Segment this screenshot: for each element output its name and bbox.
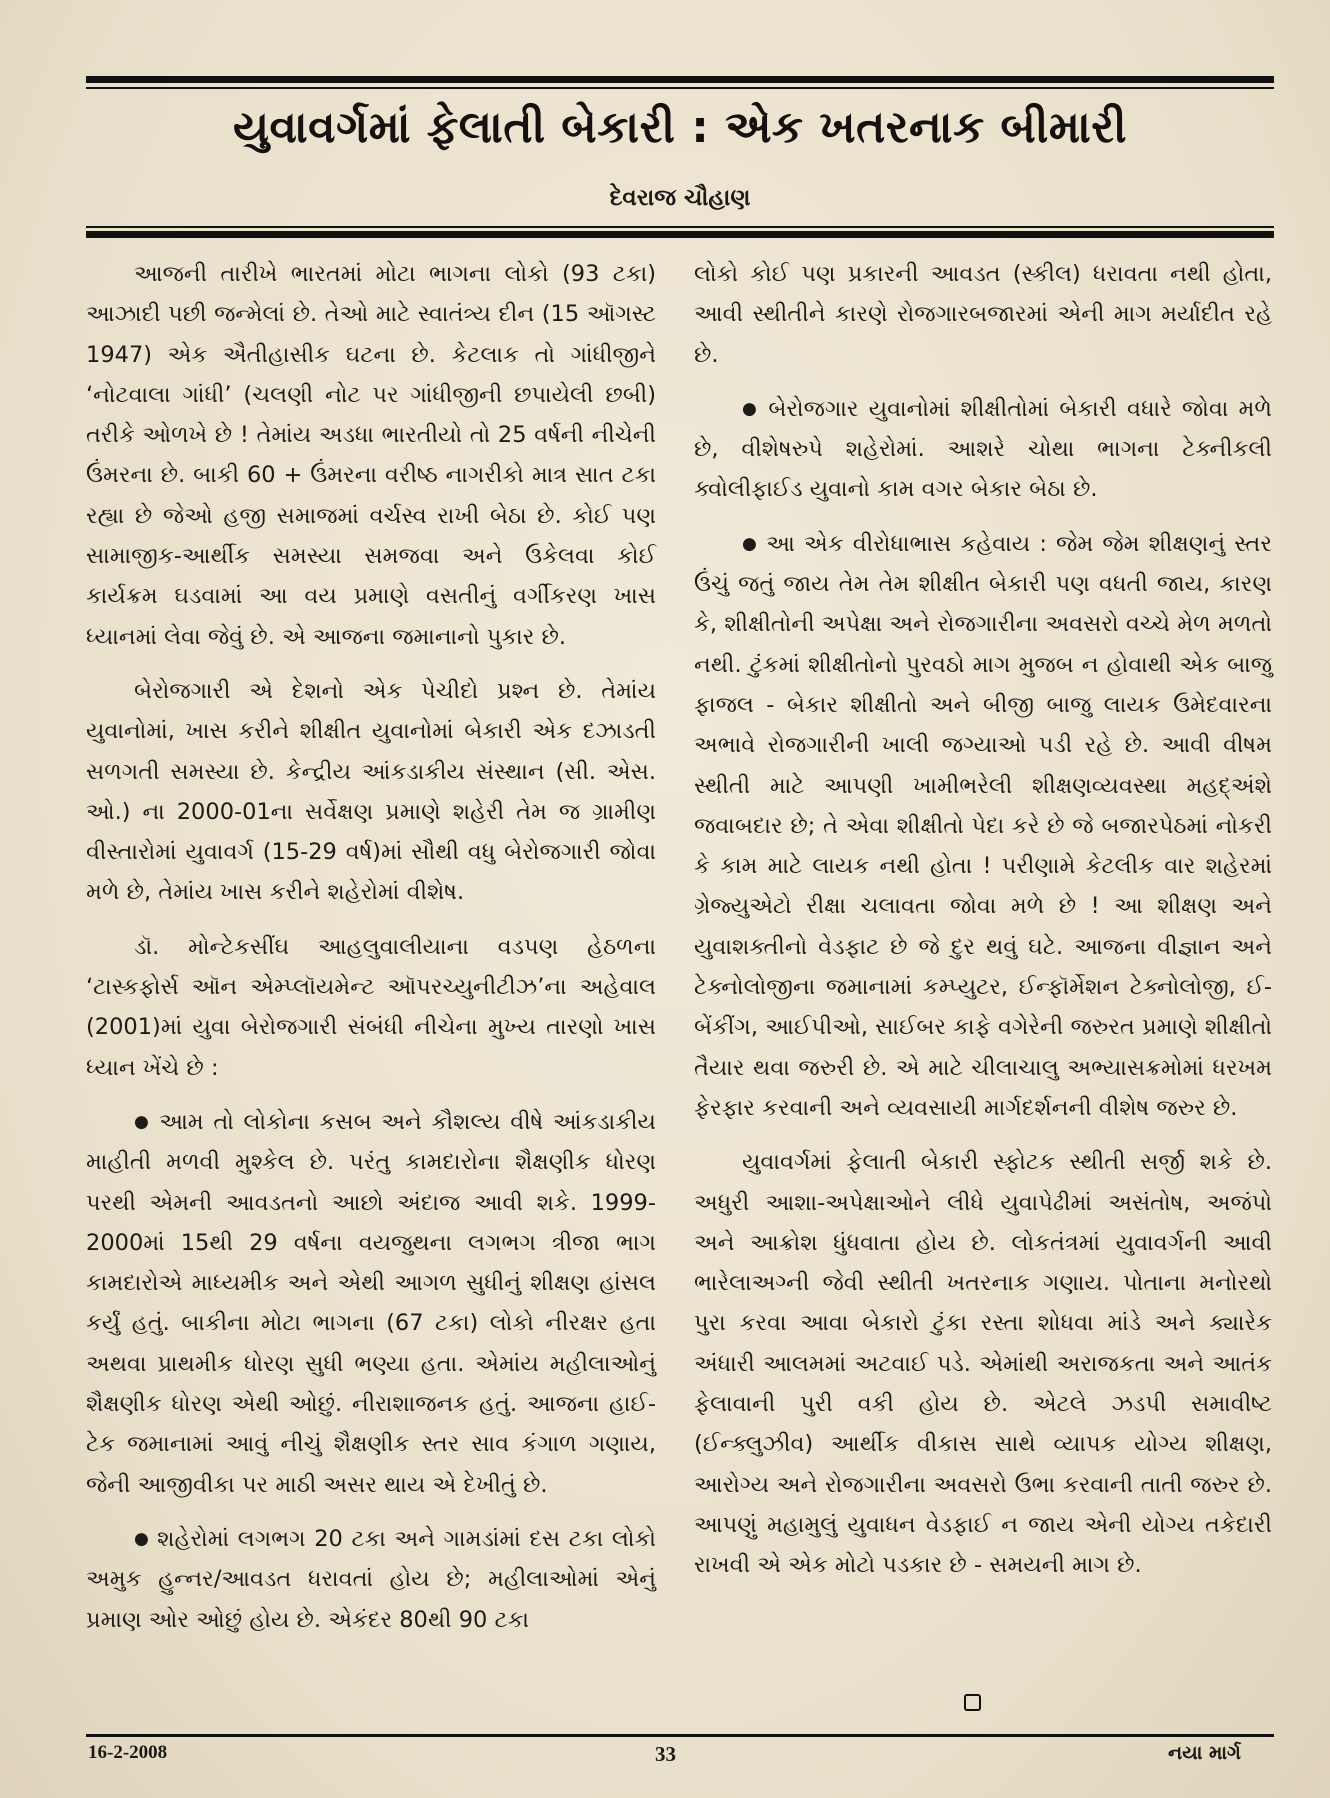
article-title: યુવાવર્ગમાં ફેલાતી બેકારી : એક ખતરનાક બીમારી <box>232 102 1128 153</box>
paragraph: યુવાવર્ગમાં ફેલાતી બેકારી સ્ફોટક સ્થીતી સર્જી શકે છે. અધુરી આશા-અપેક્ષાઓને લીધે યુવાપેઢીમાં અસંતોષ, અજંપો અને આક્રોશ ધુંધવાતા હોય છે. લોકતંત્રમાં યુવાવર્ગની આવી ભારેલાઅગ્ની જેવી સ્થીતી ખતરનાક ગણાય. પોતાના મનોરથો પુરા કરવા આવા બેકારો ટુંકા રસ્તા શોધવા માંડે અને ક્યારેક અંધારી આલમમાં અટવાઈ પડે. એમાંથી અરાજકતા અને આતંક ફેલાવાની પુરી વકી હોય છે. એટલે ઝડપી સમાવીષ્ટ (ઈન્ક્લુઝીવ) આર્થીક વીકાસ સાથે વ્યાપક યોગ્ય શીક્ષણ, આરોગ્ય અને રોજગારીના અવસરો ઉભા કરવાની તાતી જરુર છે. આપણું મહામુલું યુવાધન વેડફાઈ ન જાય એની યોગ્ય તકેદારી રાખવી એ એક મોટો પડકાર છે - સમયની માગ છે. <box>694 1149 1272 1579</box>
end-of-article-square-icon <box>964 1694 981 1711</box>
left-column <box>86 254 656 1654</box>
byline-rule-thick <box>86 231 1274 238</box>
header-rule-thick <box>86 76 1274 83</box>
magazine-name: નયા માર્ગ <box>1168 1742 1241 1764</box>
bullet-paragraph: ● આમ તો લોકોના કસબ અને કૌશલ્ય વીષે આંકડાકીય માહીતી મળવી મુશ્કેલ છે. પરંતુ કામદારોના શૈક્ષણીક ધોરણ પરથી એમની આવડતનો આછો અંદાજ આવી શકે. 1999- 2000માં 15થી 29 વર્ષના વયજુથના લગભગ ત્રીજા ભાગ કામદારોએ માધ્યમીક અને એથી આગળ સુધીનું શીક્ષણ હાંસલ કર્યું હતું. બાકીના મોટા ભાગના (67 ટકા) લોકો નીરક્ષર હતા અથવા પ્રાથમીક ધોરણ સુધી ભણ્યા હતા. એમાંય મહીલાઓનું શૈક્ષણીક ધોરણ એથી ઓછું. નીરાશાજનક હતું. આજના હાઈ-ટેક જમાનામાં આવું નીચું શૈક્ષણીક સ્તર સાવ કંગાળ ગણાય, જેની આજીવીકા પર માઠી અસર થાય એ દેખીતું છે. <box>86 1102 656 1505</box>
bullet-paragraph: ● આ એક વીરોધાભાસ કહેવાય : જેમ જેમ શીક્ષણનું સ્તર ઉંચું જતું જાય તેમ તેમ શીક્ષીત બેકારી પણ વધતી જાય, કારણ કે, શીક્ષીતોની અપેક્ષા અને રોજગારીના અવસરો વચ્ચે મેળ મળતો નથી. ટુંકમાં શીક્ષીતોનો પુરવઠો માગ મુજબ ન હોવાથી એક બાજુ ફાજલ - બેકાર શીક્ષીતો અને બીજી બાજુ લાયક ઉમેદવારના અભાવે રોજગારીની ખાલી જગ્યાઓ પડી રહે છે. આવી વીષમ સ્થીતી માટે આપણી ખામીભરેલી શીક્ષણવ્યવસ્થા મહદ્અંશે જવાબદાર છે; તે એવા શીક્ષીતો પેદા કરે છે જે બજારપેઠમાં નોકરી કે કામ માટે લાયક નથી હોતા ! પરીણામે કેટલીક વાર શહેરમાં ગ્રેજ્યુએટો રીક્ષા ચલાવતા જોવા મળે છે ! આ શીક્ષણ અને યુવાશક્તીનો વેડફાટ છે જે દુર થવું ઘટે. આજના વીજ્ઞાન અને ટેક્નોલોજીના જમાનામાં કમ્પ્યુટર, ઈન્ફૉર્મેશન ટેક્નોલોજી, ઈ-બેંકીંગ, આઈપીઓ, સાઈબર કાફે વગેરેની જરુરત પ્રમાણે શીક્ષીતો તૈયાર થવા જરુરી છે. એ માટે ચીલાચાલુ અભ્યાસક્રમોમાં ધરખમ ફેરફાર કરવાની અને વ્યવસાયી માર્ગદર્શનની વીશેષ જરુર છે. <box>694 524 1272 1128</box>
footer-rule <box>86 1734 1274 1737</box>
bullet-paragraph: ● બેરોજગાર યુવાનોમાં શીક્ષીતોમાં બેકારી વધારે જોવા મળે છે, વીશેષરુપે શહેરોમાં. આશરે ચોથા ભાગના ટેક્નીકલી ક્વોલીફાઈડ યુવાનો કામ વગર બેકાર બેઠા છે. <box>694 389 1272 510</box>
paragraph: આજની તારીખે ભારતમાં મોટા ભાગના લોકો (93 ટકા) આઝાદી પછી જન્મેલાં છે. તેઓ માટે સ્વાતંત્ર્ય દીન (15 ઑગસ્ટ 1947) એક ઐતીહાસીક ઘટના છે. કેટલાક તો ગાંધીજીને ‘નોટવાલા ગાંધી’ (ચલણી નોટ પર ગાંધીજીની છપાયેલી છબી) તરીકે ઓળખે છે ! તેમાંય અડધા ભારતીયો તો 25 વર્ષની નીચેની ઉંમરના છે. બાકી 60 + ઉંમરના વરીષ્ઠ નાગરીકો માત્ર સાત ટકા રહ્યા છે જેઓ હજી સમાજમાં વર્ચસ્વ રાખી બેઠા છે. કોઈ પણ સામાજીક-આર્થીક સમસ્યા સમજવા અને ઉકેલવા કોઈ કાર્યક્રમ ઘડવામાં આ વય પ્રમાણે વસતીનું વર્ગીકરણ ખાસ ધ્યાનમાં લેવા જેવું છે. એ આજના જમાનાનો પુકાર છે. <box>86 261 656 650</box>
article-author: દેવરાજ ચૌહાણ <box>609 185 751 211</box>
paragraph-continued: લોકો કોઈ પણ પ્રકારની આવડત (સ્કીલ) ધરાવતા નથી હોતા, આવી સ્થીતીને કારણે રોજગારબજારમાં એની માગ મર્યાદીત રહે છે. <box>694 261 1272 368</box>
bullet-paragraph: ● શહેરોમાં લગભગ 20 ટકા અને ગામડાંમાં દસ ટકા લોકો અમુક હુન્નર/આવડત ધરાવતાં હોય છે; મહીલાઓમાં એનું પ્રમાણ ઓર ઓછું હોય છે. એકંદર 80થી 90 ટકા <box>86 1519 656 1640</box>
footer-date: 16-2-2008 <box>88 1742 168 1763</box>
page-number: 33 <box>655 1742 676 1766</box>
right-column <box>694 254 1272 1600</box>
header-rule-thin <box>86 87 1274 89</box>
paragraph: બેરોજગારી એ દેશનો એક પેચીદો પ્રશ્ન છે. તેમાંય યુવાનોમાં, ખાસ કરીને શીક્ષીત યુવાનોમાં બેકારી એક દઝાડતી સળગતી સમસ્યા છે. કેન્દ્રીય આંકડાકીય સંસ્થાન (સી. એસ. ઓ.) ના 2000-01ના સર્વેક્ષણ પ્રમાણે શહેરી તેમ જ ગ્રામીણ વીસ્તારોમાં યુવાવર્ગ (15-29 વર્ષ)માં સૌથી વધુ બેરોજગારી જોવા મળે છે, તેમાંય ખાસ કરીને શહેરોમાં વીશેષ. <box>86 677 656 906</box>
paragraph: ડૉ. મોન્ટેકસીંઘ આહલુવાલીયાના વડપણ હેઠળના ‘ટાસ્કફોર્સ ઑન એમ્પ્લૉયમેન્ટ ઑપરચ્યુનીટીઝ’ના અહેવાલ (2001)માં યુવા બેરોજગારી સંબંધી નીચેના મુખ્ય તારણો ખાસ ધ્યાન ખેંચે છે : <box>86 933 656 1081</box>
byline-rule-thin <box>86 226 1274 228</box>
